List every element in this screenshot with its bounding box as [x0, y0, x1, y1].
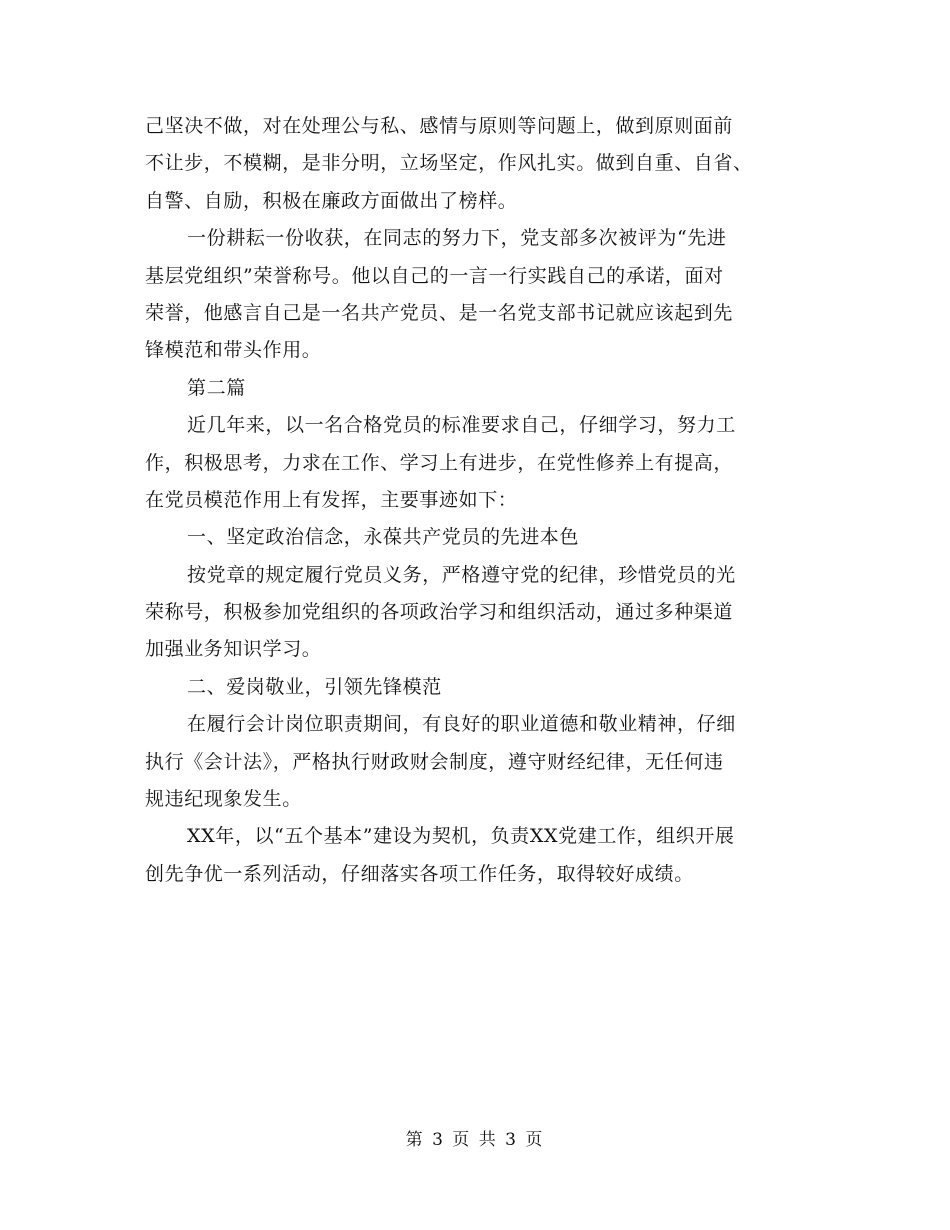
- paragraph-harvest: [145, 220, 810, 370]
- heading-line: 二、爱岗敬业，引领先锋模范: [187, 675, 442, 698]
- page-number-footer: 第 3 页 共 3 页: [405, 1130, 545, 1150]
- paragraph-accounting-duties: [145, 706, 810, 818]
- heading-line: 第二篇: [187, 376, 246, 399]
- text-line: 己坚决不做，对在处理公与私、感情与原则等问题上，做到原则面前: [145, 115, 734, 137]
- text-line: 规违纪现象发生。: [145, 788, 302, 811]
- text-line: 锋模范和带头作用。: [145, 339, 322, 362]
- text-line: 作，积极思考，力求在工作、学习上有进步，在党性修养上有提高，: [145, 451, 734, 474]
- subheading-dedication: [145, 669, 810, 706]
- text-line: 不让步，不模糊，是非分明，立场坚定，作风扎实。做到自重、自省、: [145, 152, 753, 175]
- text-line: 执行《会计法》，严格执行财政财会制度，遵守财经纪律，无任何违: [145, 750, 724, 773]
- paragraph-continuation: [145, 108, 810, 220]
- text-line: 自警、自励，积极在廉政方面做出了榜样。: [145, 189, 518, 212]
- paragraph-party-duties: [145, 557, 810, 669]
- text-line: 基层党组织”荣誉称号。他以自己的一言一行实践自己的承诺，面对: [145, 264, 724, 287]
- text-line: 在履行会计岗位职责期间，有良好的职业道德和敬业精神，仔细: [187, 713, 736, 736]
- text-line: 创先争优一系列活动，仔细落实各项工作任务，取得较好成绩。: [145, 862, 694, 885]
- heading-line: 一、坚定政治信念，永葆共产党员的先进本色: [187, 526, 580, 549]
- text-line: 加强业务知识学习。: [145, 638, 322, 661]
- subheading-political-belief: [145, 519, 810, 556]
- paragraph-party-building: [145, 818, 810, 893]
- text-line: 一份耕耘一份收获，在同志的努力下，党支部多次被评为“先进: [187, 227, 727, 250]
- text-line: 近几年来，以一名合格党员的标准要求自己，仔细学习，努力工: [187, 414, 736, 437]
- document-body: [145, 108, 810, 893]
- text-line: 荣称号，积极参加党组织的各项政治学习和组织活动，通过多种渠道: [145, 601, 734, 624]
- text-line: 荣誉，他感言自己是一名共产党员、是一名党支部书记就应该起到先: [145, 301, 734, 324]
- text-line: 按党章的规定履行党员义务，严格遵守党的纪律，珍惜党员的光: [187, 563, 736, 586]
- section-heading-part-two: [145, 370, 810, 407]
- text-line: 在党员模范作用上有发挥，主要事迹如下：: [145, 488, 518, 511]
- text-line: XX年，以“五个基本”建设为契机，负责XX党建工作，组织开展: [187, 825, 735, 848]
- paragraph-intro: [145, 407, 810, 519]
